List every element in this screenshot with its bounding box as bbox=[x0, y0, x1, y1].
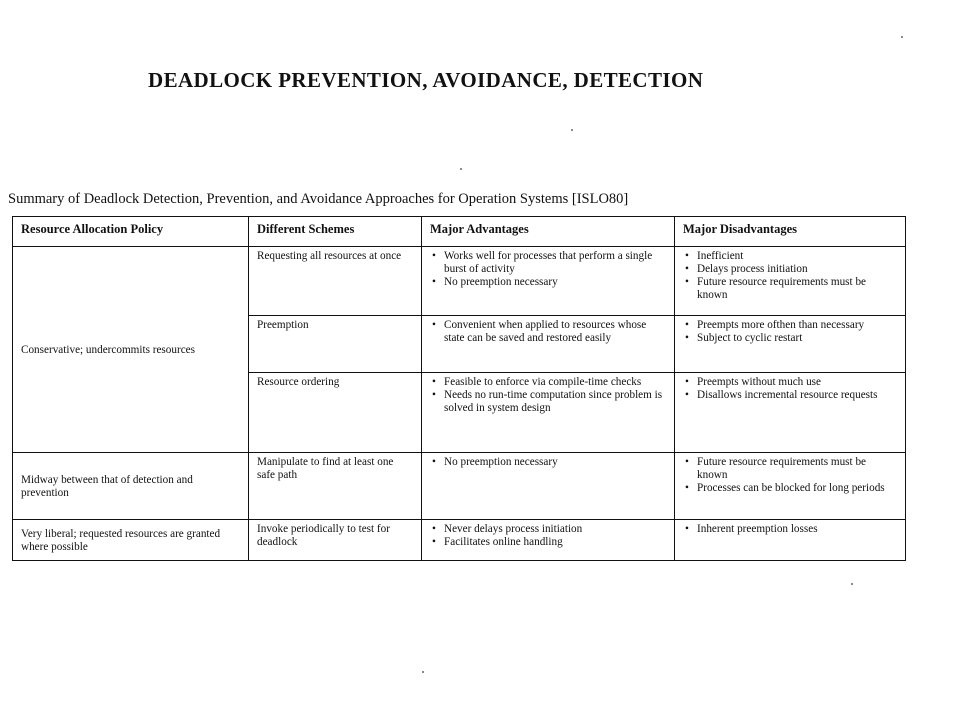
list-item: • Delays process initiation bbox=[683, 263, 897, 276]
header-row bbox=[13, 217, 906, 247]
header-major-disadvantages: Major Disadvantages bbox=[675, 217, 906, 247]
advantages-cell bbox=[422, 316, 675, 373]
advantages-cell bbox=[422, 247, 675, 316]
header-major-advantages: Major Advantages bbox=[422, 217, 675, 247]
disadvantages-cell bbox=[675, 373, 906, 453]
list-item: • Inefficient bbox=[683, 250, 897, 263]
scheme-cell: Preemption bbox=[249, 316, 422, 373]
disadvantages-list bbox=[683, 456, 897, 495]
page-title: DEADLOCK PREVENTION, AVOIDANCE, DETECTION bbox=[148, 68, 704, 92]
table-row bbox=[13, 453, 906, 520]
scheme-cell: Requesting all resources at once bbox=[249, 247, 422, 316]
list-item: • Preempts without much use bbox=[683, 376, 897, 389]
table-caption: Summary of Deadlock Detection, Prevention, and Avoidance Approaches for Operation Systems [ISLO80] bbox=[8, 191, 629, 207]
list-item: • Disallows incremental resource requests bbox=[683, 389, 897, 402]
list-item: • Inherent preemption losses bbox=[683, 523, 897, 536]
list-item: • Feasible to enforce via compile-time checks bbox=[430, 376, 666, 389]
disadvantages-list bbox=[683, 319, 897, 345]
header-resource-allocation-policy: Resource Allocation Policy bbox=[13, 217, 249, 247]
policy-cell: Midway between that of detection and prevention bbox=[13, 453, 249, 520]
advantages-cell bbox=[422, 520, 675, 561]
header-different-schemes: Different Schemes bbox=[249, 217, 422, 247]
disadvantages-list bbox=[683, 523, 897, 536]
list-item: • No preemption necessary bbox=[430, 276, 666, 289]
disadvantages-list bbox=[683, 376, 897, 402]
scan-speck bbox=[460, 168, 462, 170]
list-item: • Future resource requirements must be known bbox=[683, 456, 897, 482]
policy-cell: Very liberal; requested resources are granted where possible bbox=[13, 520, 249, 561]
list-item: • Never delays process initiation bbox=[430, 523, 666, 536]
advantages-list bbox=[430, 376, 666, 415]
summary-table bbox=[12, 216, 906, 561]
list-item: • Convenient when applied to resources whose state can be saved and restored easily bbox=[430, 319, 666, 345]
scheme-cell: Resource ordering bbox=[249, 373, 422, 453]
list-item: • Facilitates online handling bbox=[430, 536, 666, 549]
scan-speck bbox=[901, 36, 903, 38]
advantages-cell bbox=[422, 453, 675, 520]
table-row bbox=[13, 520, 906, 561]
disadvantages-cell bbox=[675, 520, 906, 561]
advantages-cell bbox=[422, 373, 675, 453]
list-item: • Works well for processes that perform a single burst of activity bbox=[430, 250, 666, 276]
disadvantages-cell bbox=[675, 453, 906, 520]
list-item: • No preemption necessary bbox=[430, 456, 666, 469]
list-item: • Subject to cyclic restart bbox=[683, 332, 897, 345]
disadvantages-cell bbox=[675, 316, 906, 373]
table-row bbox=[13, 247, 906, 316]
scheme-cell: Invoke periodically to test for deadlock bbox=[249, 520, 422, 561]
disadvantages-list bbox=[683, 250, 897, 302]
advantages-list bbox=[430, 523, 666, 549]
list-item: • Preempts more ofthen than necessary bbox=[683, 319, 897, 332]
scan-speck bbox=[851, 583, 853, 585]
scan-speck bbox=[422, 671, 424, 673]
policy-cell: Conservative; undercommits resources bbox=[13, 247, 249, 453]
advantages-list bbox=[430, 250, 666, 289]
list-item: • Future resource requirements must be known bbox=[683, 276, 897, 302]
scheme-cell: Manipulate to find at least one safe path bbox=[249, 453, 422, 520]
advantages-list bbox=[430, 319, 666, 345]
disadvantages-cell bbox=[675, 247, 906, 316]
scan-speck bbox=[571, 129, 573, 131]
list-item: • Needs no run-time computation since problem is solved in system design bbox=[430, 389, 666, 415]
list-item: • Processes can be blocked for long periods bbox=[683, 482, 897, 495]
advantages-list bbox=[430, 456, 666, 469]
